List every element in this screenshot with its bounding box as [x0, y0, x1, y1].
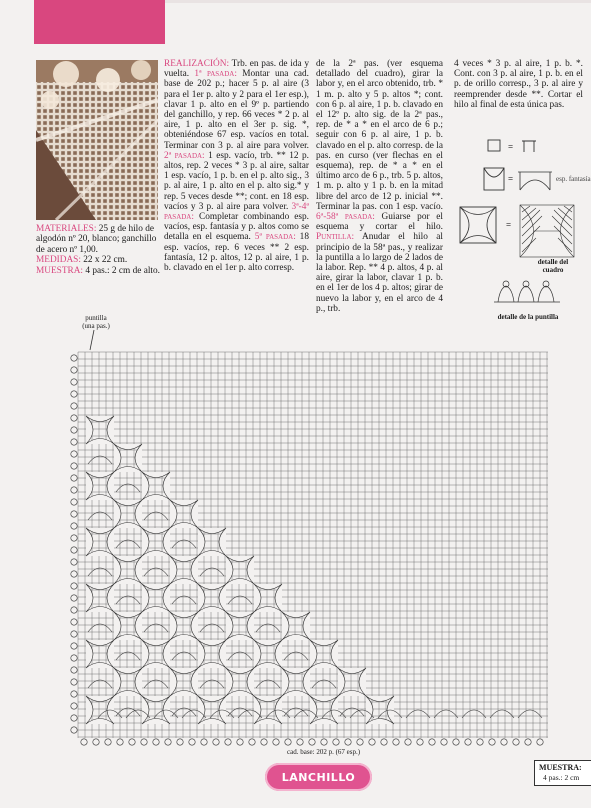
row-label: 6ª-58ª pasada:: [316, 212, 375, 223]
measures-label: MEDIDAS:: [36, 255, 81, 266]
row-label: 2ª pasada:: [164, 150, 205, 161]
edging-pointer: [90, 330, 94, 350]
instructions-text: Montar una cad. base de 202 p.; hacer 5 p. al aire (3 para el 1er p. alto y 2 para el 1er esp.), clavar 1 p. alto en el 9º p. partiendo del ganchillo, y rep. 66 veces * 2 p. al aire, 1 p. alto en el 3er p. sig. *, obteniéndose 67 esp. vacíos en total. Terminar con 3 p. al aire para volver.: [164, 69, 309, 151]
sample-box-title: MUESTRA:: [539, 763, 582, 772]
instructions-text: Guiarse por el esquema y cortar el hilo.: [316, 212, 443, 233]
base-chain-note: cad. base: 202 p. (67 esp.): [287, 748, 361, 756]
svg-text:=: =: [508, 174, 514, 184]
row-label: 5ª pasada:: [254, 232, 296, 243]
materials-text: 25 g de hilo de algodón nº 20, blanco; ganchillo de acero nº 1,00.: [36, 224, 157, 255]
measures-text: 22 x 22 cm.: [80, 255, 128, 266]
instructions-text: Anudar el hilo al principio de la 58ª pas., y realizar la puntilla a lo largo de 2 lados de la labor. Rep. ** 4 p. altos, 4 p. al aire, girar la labor, clavar 1 p. b. en el 1er de los 4 p. altos; girar de nuevo la labor y, en el arco de 4 p., trb.: [316, 232, 443, 314]
legend-edging-detail-label: detalle de la puntilla: [497, 313, 559, 321]
sample-text: 4 pas.: 2 cm de alto.: [83, 265, 160, 276]
instructions-text: Trb. en pas. de ida y vuelta.: [164, 59, 309, 80]
legend-square-detail-label-2: cuadro: [542, 266, 564, 274]
materials-label: MATERIALES:: [36, 224, 97, 234]
equals-sign: =: [508, 142, 514, 152]
instructions-text: de la 2ª pas. (ver esquema detallado del cuadro), girar la labor y, en el arco obtenido, trb. * 1 m. p. alto y 5 p. altos *; cont. con 6 p. al aire, 1 p. b. clavado en el 12º p. alto sig. de la 2ª pas., rep. de * a * en el arco de 6 p.; seguir con 6 p. al aire, 1 p. b. clavado en el p. alto corresp. de la pas. en curso (ver flechas en el esquema), rep. de * a * en el último arco de 6 p., trb. 5 p. altos, 1 m. p. alto y 1 p. b. en la mitad libre del arco de 12 p. inicial **. Terminar la pas. con 1 esp. vacío.: [316, 59, 443, 212]
instructions-text: 18 esp. vacíos, rep. 6 veces ** 2 esp. fantasía, 12 p. altos, 12 p. al aire, 1 p. b. clavado en el 1er p. alto corresp.: [164, 232, 309, 274]
instructions-text: 1 esp. vacío, trb. ** 12 p. altos, rep. 2 veces * 3 p. al aire, saltar 1 esp. vacío, 1 p. b. en el p. alto sig., 3 p. al aire, 1 p. alto en el p. alto sig.* y rep. 5 veces desde **; cont. en 18 esp. vacíos y 3 p. al aire para volver.: [164, 150, 309, 212]
row-label: 3ª-4ª pasada:: [164, 201, 309, 223]
svg-text:=: =: [506, 220, 512, 230]
one-row-chart-label: (una pas.): [82, 322, 110, 330]
instructions-text: Completar combinando esp. vacíos, esp. fantasía y p. altos como se detalla en el esquema.: [164, 212, 309, 243]
edging-label: Puntilla:: [316, 232, 355, 243]
instructions-text: 4 veces * 3 p. al aire, 1 p. b. *. Cont. con 3 p. al aire, 1 p. b. en el p. de orillo corresp., 3 p. al aire y reemprender desde **. Cortar el hilo al final de esta única pas.: [454, 59, 583, 110]
sample-box-subtitle: 4 pas.: 2 cm: [543, 773, 580, 782]
row-label: 1ª pasada:: [194, 69, 237, 80]
edging-chart-label: puntilla: [85, 314, 107, 322]
sample-box: [534, 760, 591, 786]
magazine-logo: LANCHILLO: [265, 763, 372, 791]
legend-fancy-space-label: esp. fantasía: [556, 175, 591, 183]
legend-square-detail-label-1: detalle del: [537, 258, 569, 266]
realizacion-label: REALIZACIÓN:: [164, 59, 230, 69]
sample-label: MUESTRA:: [36, 265, 84, 276]
chart-motifs: [86, 416, 542, 724]
